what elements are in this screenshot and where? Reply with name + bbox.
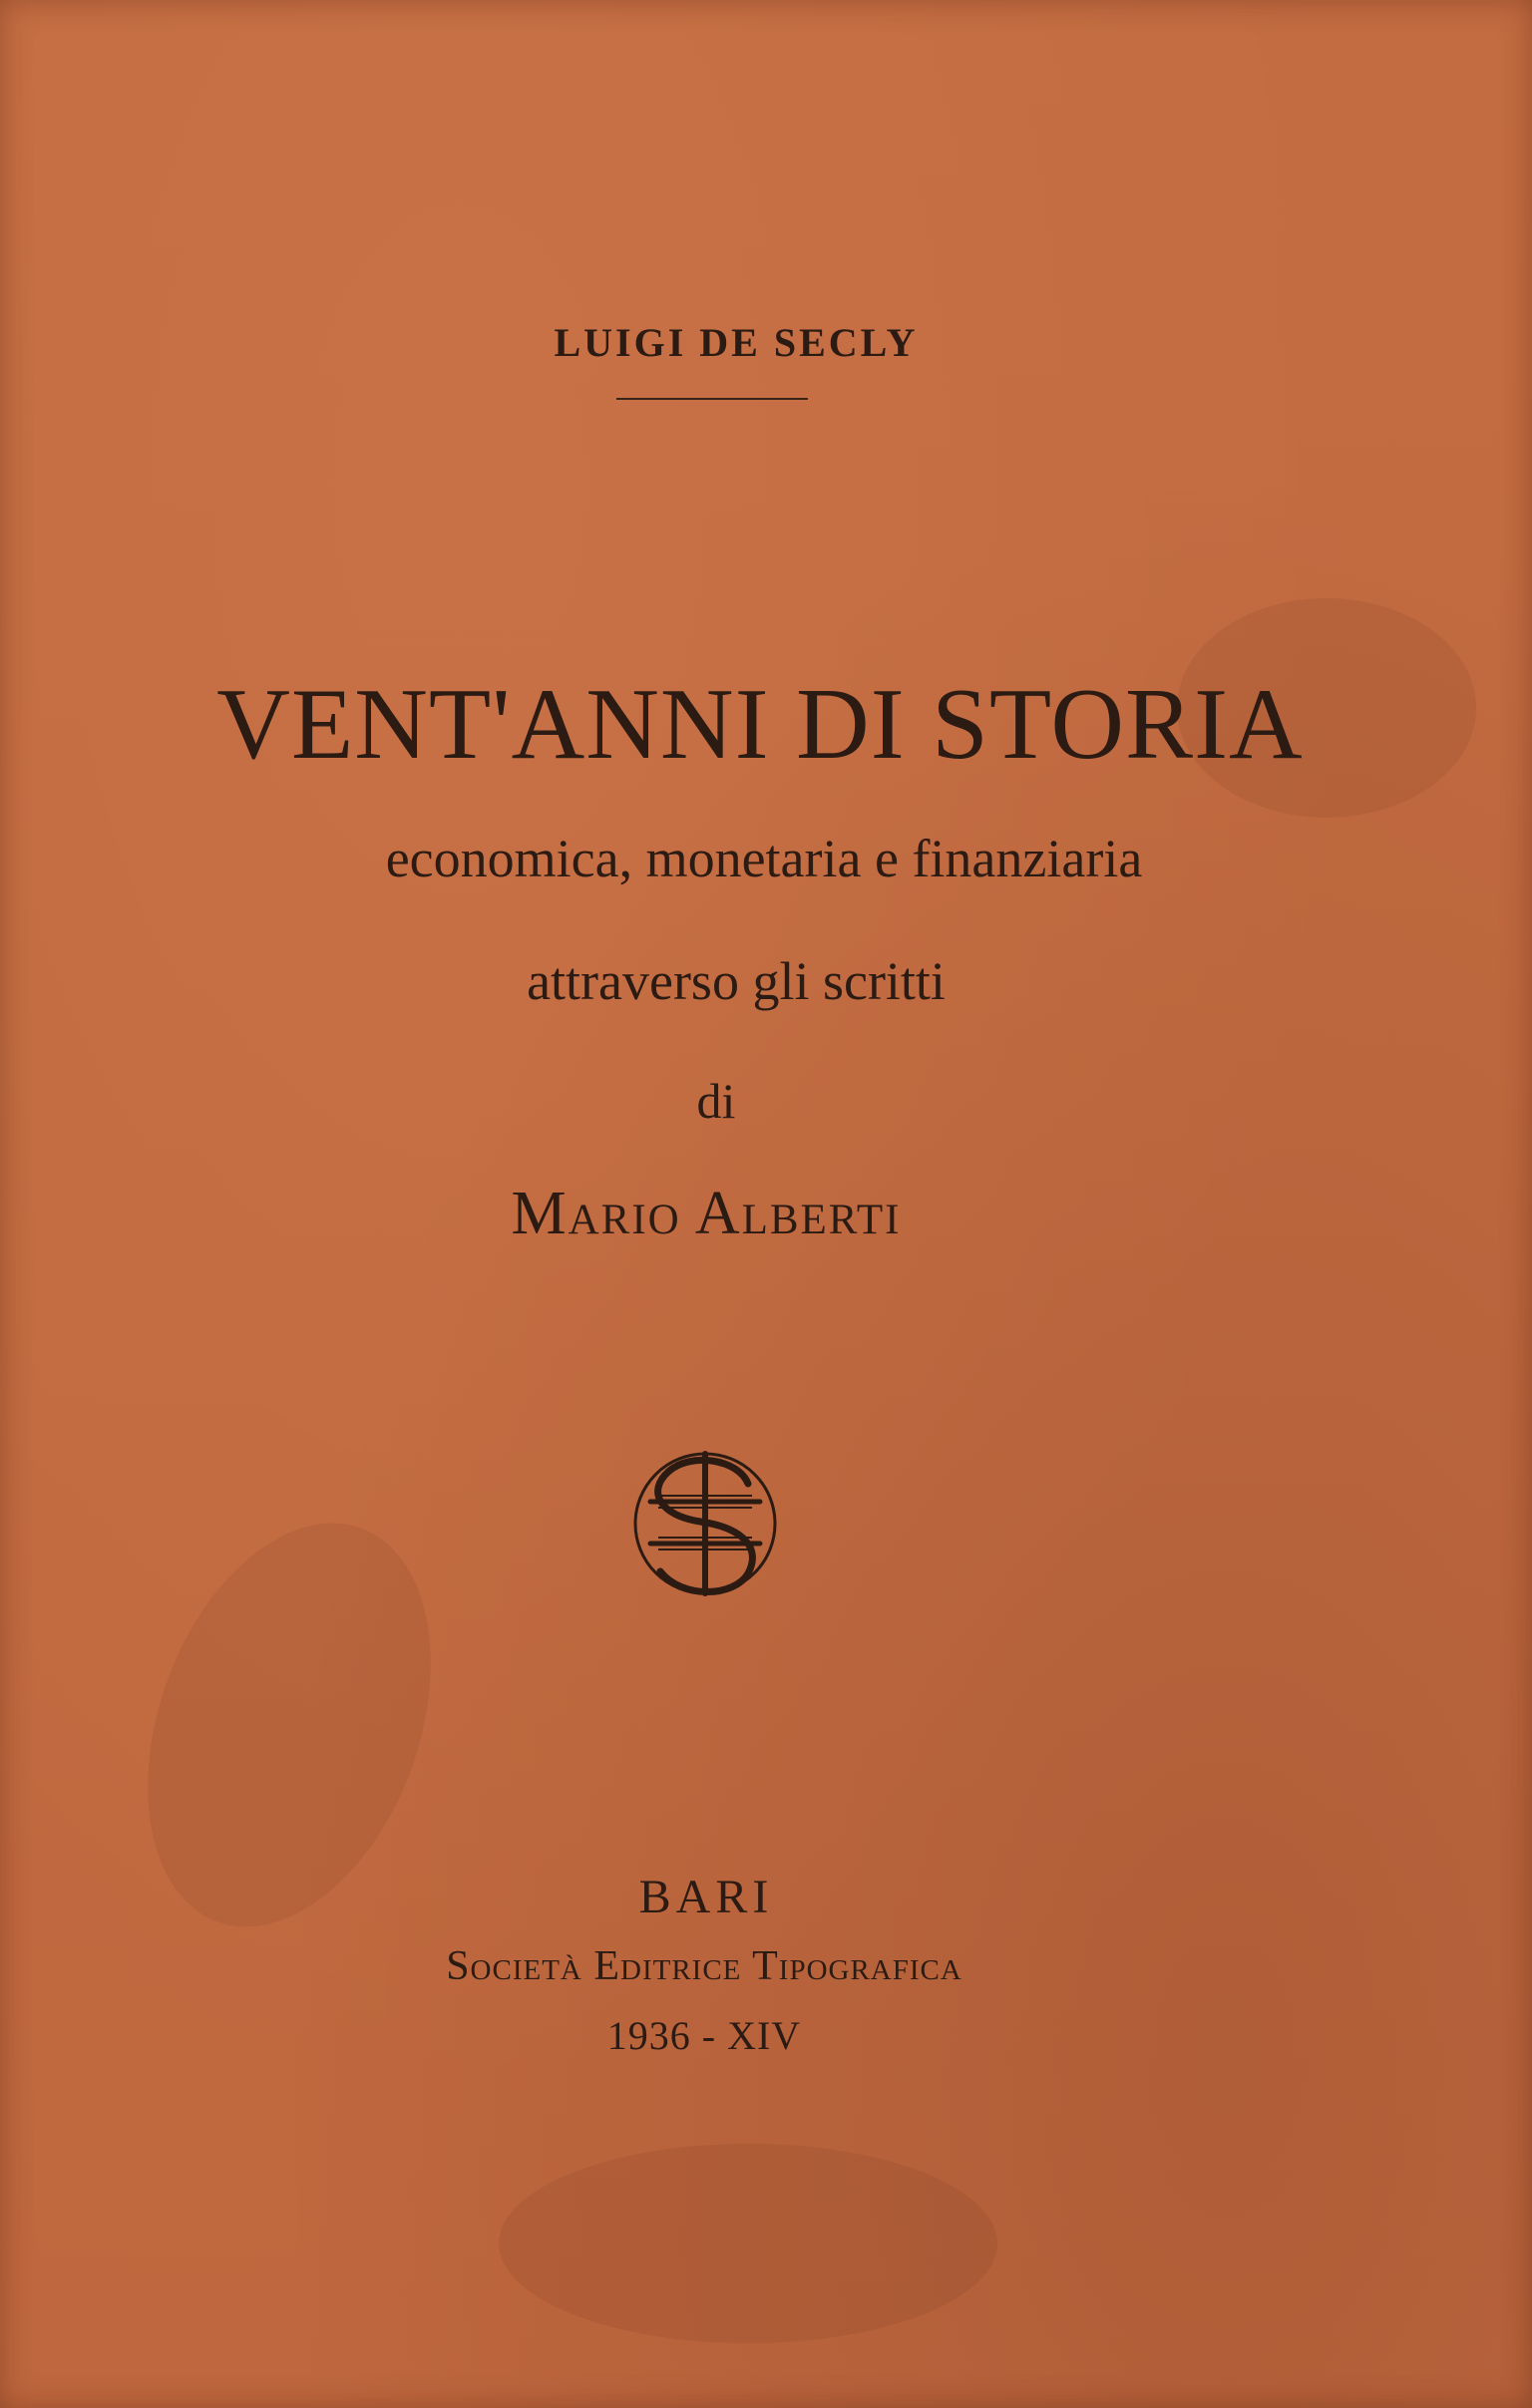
monogram-s-t-emblem-icon (630, 1444, 780, 1603)
subject-name: Mario Alberti (511, 1180, 902, 1247)
author-name: LUIGI DE SECLY (554, 320, 919, 365)
publication-year: 1936 - XIV (606, 2013, 802, 2058)
author-divider (616, 398, 808, 400)
publication-place: BARI (638, 1871, 774, 1923)
publisher-name: Società Editrice Tipografica (446, 1943, 962, 1989)
subtitle-line-3: di (696, 1073, 736, 1129)
subtitle-line-1: economica, monetaria e finanziaria (385, 829, 1143, 888)
book-title: VENT'ANNI DI STORIA (216, 668, 1304, 781)
subtitle-line-2: attraverso gli scritti (527, 951, 946, 1011)
paper-stain (499, 2144, 997, 2343)
